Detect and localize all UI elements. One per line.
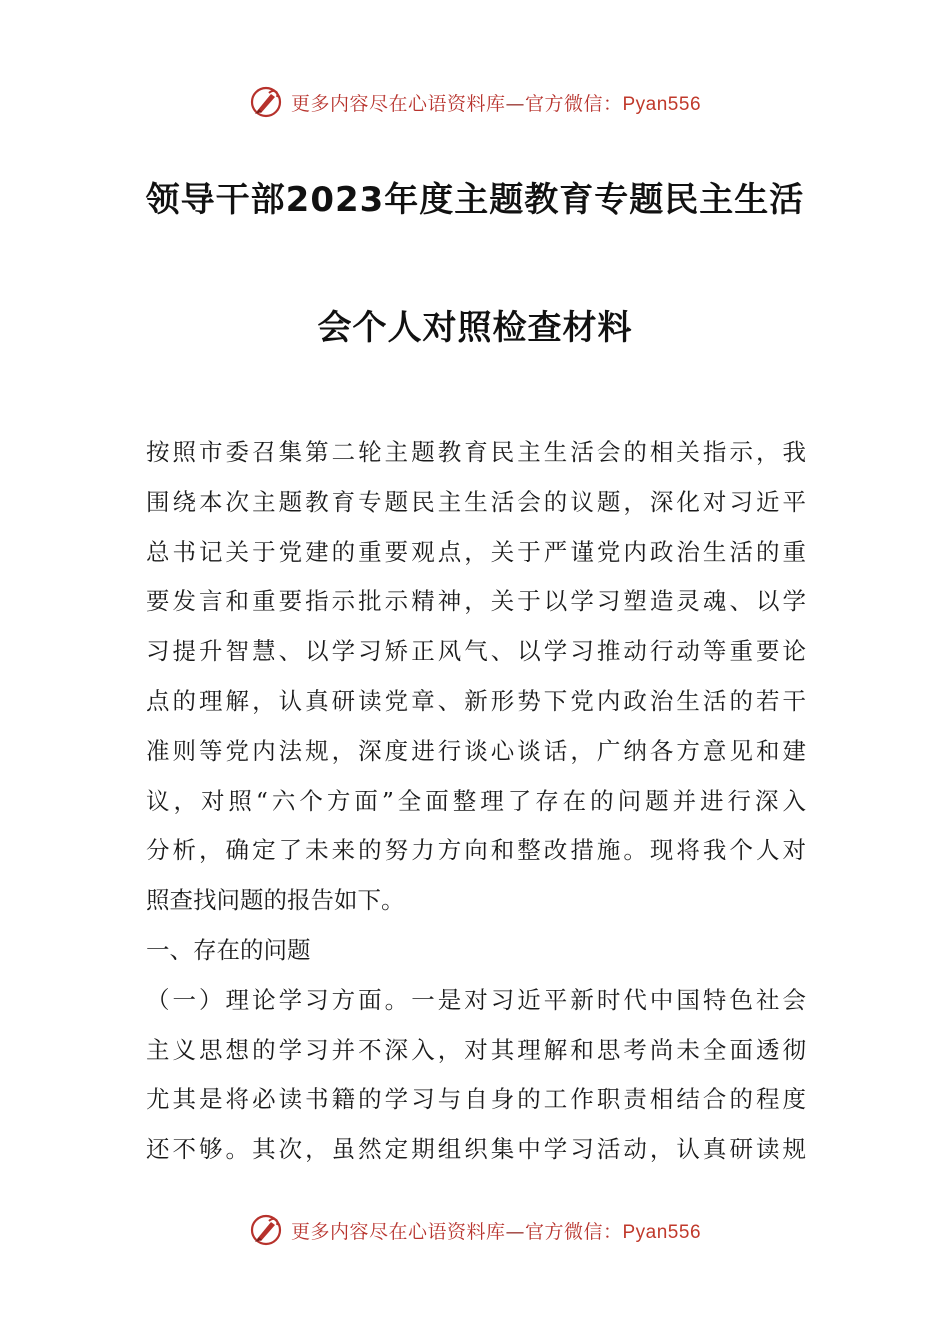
watermark-text <box>291 89 701 116</box>
body-line: 准则等党内法规，深度进行谈心谈话，广纳各方意见和建 <box>146 736 806 765</box>
document-title-line-1: 领导干部2023年度主题教育专题民主生活 <box>145 180 805 220</box>
document-body <box>146 428 806 1175</box>
document-title-line-2: 会个人对照检查材料 <box>317 308 633 348</box>
body-line: 尤其是将必读书籍的学习与自身的工作职责相结合的程度 <box>146 1085 806 1114</box>
body-line: 议，对照“六个方面”全面整理了存在的问题并进行深入 <box>146 786 806 815</box>
body-line: 习提升智慧、以学习矫正风气、以学习推动行动等重要论 <box>146 637 806 666</box>
section-heading: 一、存在的问题 <box>146 935 311 964</box>
watermark-banner-bottom <box>0 1210 950 1250</box>
pen-quill-icon <box>249 1213 283 1247</box>
body-line: 点的理解，认真研读党章、新形势下党内政治生活的若干 <box>146 686 806 715</box>
watermark-text <box>291 1217 701 1244</box>
body-line: 还不够。其次，虽然定期组织集中学习活动，认真研读规 <box>146 1135 806 1164</box>
body-line: 按照市委召集第二轮主题教育民主生活会的相关指示，我 <box>146 438 806 466</box>
body-line: 分析，确定了未来的努力方向和整改措施。现将我个人对 <box>146 836 806 865</box>
body-line: （一）理论学习方面。一是对习近平新时代中国特色社会 <box>146 985 806 1014</box>
body-line: 主义思想的学习并不深入，对其理解和思考尚未全面透彻 <box>146 1035 806 1064</box>
body-line: 照查找问题的报告如下。 <box>146 886 405 915</box>
watermark-official-label: 官方微信： <box>524 1220 623 1243</box>
watermark-official-label: 官方微信： <box>524 92 623 115</box>
watermark-separator: — <box>505 1220 525 1243</box>
pen-quill-icon <box>249 85 283 119</box>
watermark-handle: Pyan556 <box>622 1221 702 1243</box>
body-line: 总书记关于党建的重要观点，关于严谨党内政治生活的重 <box>146 537 806 566</box>
watermark-lead: 更多内容尽在心语资料库 <box>290 92 506 115</box>
body-line: 要发言和重要指示批示精神，关于以学习塑造灵魂、以学 <box>146 587 806 616</box>
watermark-handle: Pyan556 <box>622 93 702 115</box>
watermark-lead: 更多内容尽在心语资料库 <box>290 1220 506 1243</box>
watermark-banner-top <box>0 82 950 122</box>
body-line: 围绕本次主题教育专题民主生活会的议题，深化对习近平 <box>146 487 806 516</box>
watermark-separator: — <box>505 92 525 115</box>
